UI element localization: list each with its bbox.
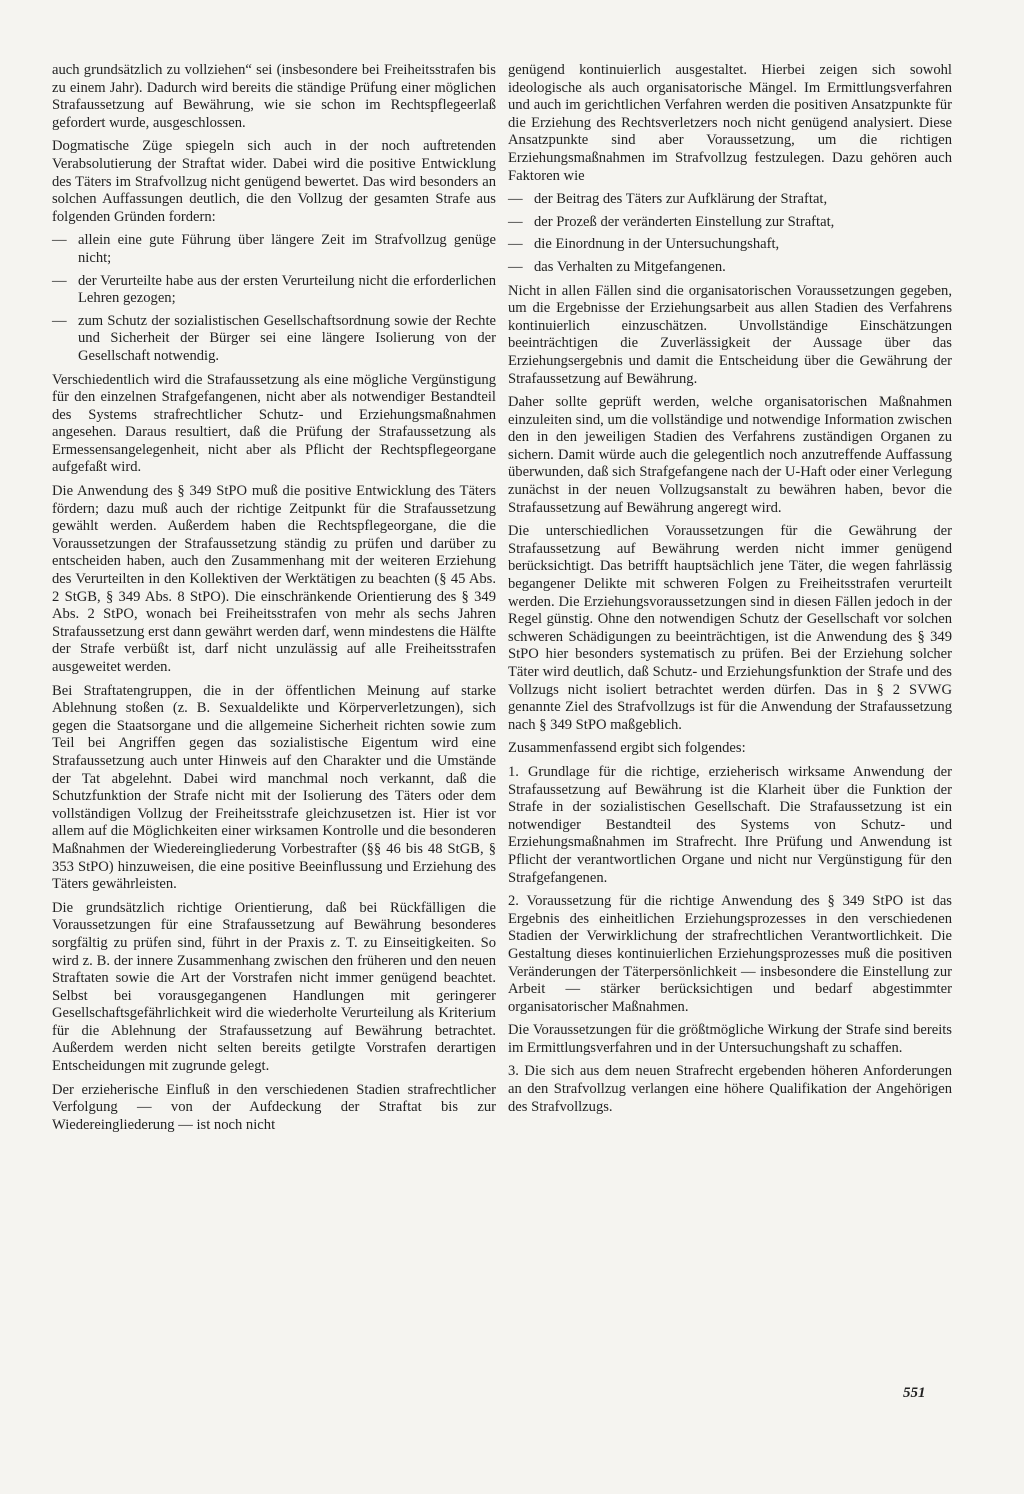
list-item-text: allein eine gute Führung über längere Zeit im Strafvollzug genüge nicht; xyxy=(78,232,496,266)
dash-list xyxy=(52,232,496,365)
dash-list xyxy=(508,191,952,276)
paragraph: 3. Die sich aus dem neuen Strafrecht ergebenden höheren Anforderungen an den Strafvollzug verlangen eine höhere Qualifikation der Angehörigen des Strafvollzugs. xyxy=(508,1063,952,1115)
list-item xyxy=(52,313,496,366)
list-item-text: der Verurteilte habe aus der ersten Verurteilung nicht die erforderlichen Lehren gezogen; xyxy=(78,272,496,307)
left-column xyxy=(52,62,496,1140)
paragraph: Verschiedentlich wird die Strafaussetzung als eine mögliche Vergünstigung für den einzelnen Strafgefangenen, nicht aber als notwendiger Bestandteil des Systems strafrechtlicher Schutz- und Erziehungsmaßnahmen angesehen. Daraus resultiert, daß die Prüfung der Strafaussetzung als Ermessensangelegenheit, nicht aber als Pflicht der Rechtspflegeorgane aufgefaßt wird. xyxy=(52,371,496,476)
list-item xyxy=(508,259,952,277)
right-column xyxy=(508,62,952,1122)
list-item-text: der Prozeß der veränderten Einstellung zur Straftat, xyxy=(534,213,835,230)
paragraph: Zusammenfassend ergibt sich folgendes: xyxy=(508,740,746,757)
paragraph: Daher sollte geprüft werden, welche organisatorischen Maßnahmen einzuleiten sind, um die vollständige und notwendige Information zwischen den in den jeweiligen Stadien des Verfahrens zuständigen Organen zu sichern. Damit würde auch die gelegentlich noch anzutreffende Auffassung überwunden, daß sich Strafgefangene nach der U-Haft oder einer Verlegung zunächst in der neuen Vollzugsanstalt zu bewähren haben, bevor die Strafaussetzung auf Bewährung angeregt wird. xyxy=(508,394,952,516)
list-item-text: die Einordnung in der Untersuchungshaft, xyxy=(534,236,780,253)
dash-bullet: — xyxy=(508,258,523,275)
paragraph: 1. Grundlage für die richtige, erzieherisch wirksame Anwendung der Strafaussetzung auf Bewährung ist die Klarheit über die Funktion der Strafe in der sozialistischen Gesellschaft. Die Strafaussetzung ist ein notwendiger Bestandteil des Systems von Schutz- und Erziehungsmaßnahmen im Strafrecht. Ihre Prüfung und Anwendung ist Pflicht der verantwortlichen Organe und nicht nur Vergünstigung für den Strafgefangenen. xyxy=(508,763,952,886)
paragraph: Dogmatische Züge spiegeln sich auch in der noch auftretenden Verabsolutierung der Straftat wider. Dabei wird die positive Entwicklung des Täters im Strafvollzug nicht genügend bewertet. Das wird besonders an solchen Auffassungen deutlich, die den Vollzug der gesamten Strafe aus folgenden Gründen fordern: xyxy=(52,138,496,225)
paragraph: Nicht in allen Fällen sind die organisatorischen Voraussetzungen gegeben, um die Ergebnisse der Erziehungsarbeit aus allen Stadien des Verfahrens kontinuierlich einzuschätzen. Unvollständige Einschätzungen beeinträchtigen die Zuverlässigkeit der Aussage über das Erziehungsergebnis und damit die Entscheidung über die Gewährung der Strafaussetzung auf Bewährung. xyxy=(508,282,952,387)
paragraph: Die unterschiedlichen Voraussetzungen für die Gewährung der Strafaussetzung auf Bewährung werden nicht immer genügend berücksichtigt. Das betrifft hauptsächlich jene Täter, die wegen fahrlässig begangener Delikte mit schweren Folgen zu Freiheitsstrafen verurteilt werden. Die Erziehungsvoraussetzungen sind in diesen Fällen jedoch in der Regel günstig. Ohne den notwendigen Schutz der Gesellschaft vor solchen schweren Schädigungen zu beeinträchtigen, ist die Anwendung des § 349 StPO hier besonders systematisch zu prüfen. Bei der Erziehung solcher Täter wird deutlich, daß Schutz- und Erziehungsfunktion der Strafe und des Vollzugs nicht isoliert betrachtet werden dürfen. Das in § 2 SVWG genannte Ziel des Strafvollzugs ist für die Anwendung der Strafaussetzung nach § 349 StPO maßgeblich. xyxy=(508,523,952,733)
page-number: 551 xyxy=(903,1385,926,1401)
paragraph: Die grundsätzlich richtige Orientierung, daß bei Rückfälligen die Voraussetzungen für eine Strafaussetzung auf Bewährung besonderes sorgfältig zu prüfen sind, führt in der Praxis z. T. zu Einseitigkeiten. So wird z. B. der innere Zusammenhang zwischen den früheren und den neuen Straftaten sowie die Art der Vorstrafen nicht immer genügend beachtet. Selbst bei vorausgegangenen Handlungen mit geringerer Gesellschaftsgefährlichkeit wird die wiederholte Verurteilung als Kriterium für die Ablehnung der Strafaussetzung auf Bewährung betrachtet. Außerdem werden nicht selten bereits getilgte Vorstrafen derartigen Entscheidungen mit zugrunde gelegt. xyxy=(52,899,496,1075)
list-item-text: das Verhalten zu Mitgefangenen. xyxy=(534,258,726,275)
dash-bullet: — xyxy=(52,312,67,329)
list-item xyxy=(508,214,952,232)
paragraph: 2. Voraussetzung für die richtige Anwendung des § 349 StPO ist das Ergebnis des einheitlichen Erziehungsprozesses in den verschiedenen Stadien der Verwirklichung der strafrechtlichen Verantwortlichkeit. Die Gestaltung dieses kontinuierlichen Erziehungsprozesses muß die positiven Veränderungen der Täterpersönlichkeit — insbesondere die Einstellung zur Arbeit — stärker berücksichtigen und bedarf abgestimmter organisatorischer Maßnahmen. xyxy=(508,893,952,1015)
list-item-text: zum Schutz der sozialistischen Gesellschaftsordnung sowie der Rechte und Sicherheit der Bürger sei eine längere Isolierung von der Gesellschaft notwendig. xyxy=(78,312,496,364)
dash-bullet: — xyxy=(508,236,523,253)
paragraph: Die Voraussetzungen für die größtmögliche Wirkung der Strafe sind bereits im Ermittlungsverfahren und in der Untersuchungshaft zu schaffen. xyxy=(508,1022,952,1056)
dash-bullet: — xyxy=(52,232,67,249)
list-item xyxy=(508,191,952,209)
list-item xyxy=(52,232,496,267)
dash-bullet: — xyxy=(52,272,67,289)
dash-bullet: — xyxy=(508,191,523,208)
paragraph: Die Anwendung des § 349 StPO muß die positive Entwicklung des Täters fördern; dazu muß auch der richtige Zeitpunkt für die Strafaussetzung gewählt werden. Außerdem haben die Rechtspflegeorgane, die die Voraussetzungen der Strafaussetzung ständig zu prüfen und darüber zu entscheiden haben, auch den Zusammenhang mit der weiteren Erziehung des Verurteilten in den Kollektiven der Werktätigen zu beachten (§ 45 Abs. 2 StGB, § 349 Abs. 8 StPO). Die einschränkende Orientierung des § 349 Abs. 2 StPO, wonach bei Freiheitsstrafen von mehr als sechs Jahren Strafaussetzung erst dann gewährt werden darf, wenn mindestens die Hälfte der Strafe verbüßt ist, darf nicht unzulässig auf alle Freiheitsstrafen ausgeweitet werden. xyxy=(52,483,496,675)
dash-bullet: — xyxy=(508,213,523,230)
paragraph: Bei Straftatengruppen, die in der öffentlichen Meinung auf starke Ablehnung stoßen (z. B. Sexualdelikte und Körperverletzungen), sich gegen die Staatsorgane und die allgemeine Sicherheit richten sowie zum Teil bei Angriffen gegen das sozialistische Eigentum wird eine Strafaussetzung auch unter Hinweis auf den Charakter und die Umstände der Tat abgelehnt. Dabei wird manchmal noch verkannt, daß die Schutzfunktion der Strafe nicht mit der Isolierung des Täters oder dem vollständigen Vollzug der Freiheitsstrafe gleichzusetzen ist. Hier ist vor allem auf die Möglichkeiten einer wirksamen Kontrolle und die besonderen Maßnahmen der Wiedereingliederung Vorbestrafter (§§ 46 bis 48 StGB, § 353 StPO) hinzuweisen, die eine positive Beeinflussung und Erziehung des Täters gewährleisten. xyxy=(52,682,496,893)
list-item xyxy=(52,273,496,308)
paragraph: genügend kontinuierlich ausgestaltet. Hierbei zeigen sich sowohl ideologische als auch organisatorische Mängel. Im Ermittlungsverfahren und auch im gerichtlichen Verfahren werden die positiven Ansatzpunkte für die Erziehung des Rechtsverletzers noch nicht genügend analysiert. Diese Ansatzpunkte sind aber Voraussetzung, um die richtigen Erziehungsmaßnahmen im Strafvollzug festzulegen. Dazu gehören auch Faktoren wie xyxy=(508,62,952,184)
list-item xyxy=(508,236,952,254)
list-item-text: der Beitrag des Täters zur Aufklärung der Straftat, xyxy=(534,191,828,208)
paragraph: Der erzieherische Einfluß in den verschiedenen Stadien strafrechtlicher Verfolgung — von der Aufdeckung der Straftat bis zur Wiedereingliederung — ist noch nicht xyxy=(52,1081,496,1133)
paragraph: auch grundsätzlich zu vollziehen“ sei (insbesondere bei Freiheitsstrafen bis zu einem Jahr). Dadurch wird bereits die ständige Prüfung einer möglichen Strafaussetzung auf Bewährung, wie sie schon im Rechtspflegeerlaß gefordert wurde, ausgeschlossen. xyxy=(52,62,496,131)
